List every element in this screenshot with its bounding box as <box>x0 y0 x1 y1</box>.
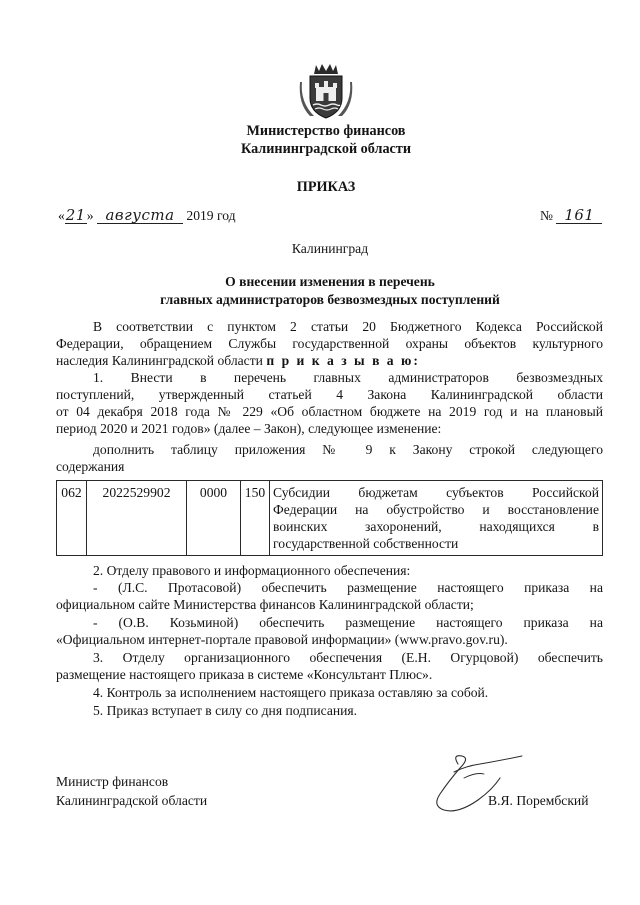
coat-of-arms-icon <box>298 62 354 120</box>
ministry-name-line1: Министерство финансов <box>246 123 406 139</box>
preamble-decree-word: п р и к а з ы в а ю: <box>266 353 420 368</box>
point-1-line: дополнить таблицу приложения № 9 к Закону строкой следующего <box>93 442 603 457</box>
date-day: 21 <box>65 206 86 224</box>
point-1-line: содержания <box>56 459 125 474</box>
income-table <box>56 480 603 556</box>
date-quote-open: « <box>58 208 65 223</box>
point-2-line: - (Л.С. Протасовой) обеспечить размещение настоящего приказа на <box>93 580 603 595</box>
point-2-line: официальном сайте Министерства финансов Калининградской области; <box>56 597 474 612</box>
preamble-text: наследия Калининградской области <box>56 353 263 368</box>
table-row <box>57 481 603 556</box>
point-1-line: от 04 декабря 2018 года № 229 «Об областном бюджете на 2019 год и на плановый <box>56 404 603 419</box>
description-line: государственной собственности <box>273 536 459 551</box>
point-5-line: 5. Приказ вступает в силу со дня подписания. <box>93 703 358 718</box>
date-month: августа <box>97 207 183 224</box>
point-2-line: «Официальном интернет-портале правовой информации» (www.pravo.gov.ru). <box>56 632 508 647</box>
description-line: воинских захоронений, находящихся в <box>273 519 599 534</box>
point-2-line: 2. Отделу правового и информационного обеспечения: <box>93 563 411 578</box>
preamble-line: В соответствии с пунктом 2 статьи 20 Бюджетного Кодекса Российской <box>93 319 603 334</box>
signatory-position-line1: Министр финансов <box>56 774 169 789</box>
ministry-name-line2: Калининградской области <box>240 141 411 157</box>
date-quote-close: » <box>86 208 94 223</box>
point-1-line: поступлений, утвержденный статьей 4 Закона Калининградской области <box>56 387 603 402</box>
number-value: 161 <box>556 207 602 224</box>
number-label: № <box>540 208 553 223</box>
date-year: 2019 год <box>186 208 236 223</box>
subtype-code-cell: 150 <box>241 481 270 556</box>
point-1-line: период 2020 и 2021 годов» (далее – Закон), следующее изменение: <box>56 421 442 436</box>
subject-line2: главных администраторов безвозмездных поступлений <box>160 292 500 307</box>
description-cell <box>270 481 603 556</box>
subject-line1: О внесении изменения в перечень <box>225 274 435 289</box>
description-line: Федерации на обустройство и восстановление <box>273 502 599 517</box>
signatory-position-line2: Калининградской области <box>56 793 208 808</box>
point-2-line: - (О.В. Козьминой) обеспечить размещение настоящего приказа на <box>93 615 603 630</box>
point-3-line: 3. Отделу организационного обеспечения (Е.Н. Огурцовой) обеспечить <box>93 650 603 665</box>
document-title: ПРИКАЗ <box>296 179 356 195</box>
income-code-cell: 2022529902 <box>87 481 187 556</box>
signatory-name: В.Я. Порембский <box>488 793 589 808</box>
city-name: Калининград <box>291 241 369 256</box>
preamble-line <box>56 352 603 369</box>
preamble-line: Федерации, обращением Службы государственной охраны объектов культурного <box>56 336 603 351</box>
admin-code-cell: 062 <box>57 481 87 556</box>
point-4-line: 4. Контроль за исполнением настоящего приказа оставляю за собой. <box>93 685 489 700</box>
program-code-cell: 0000 <box>187 481 241 556</box>
point-1-line: 1. Внести в перечень главных администраторов безвозмездных <box>93 370 603 385</box>
handwritten-signature-icon <box>418 748 528 814</box>
order-number <box>540 207 602 224</box>
point-3-line: размещение настоящего приказа в системе «Консультант Плюс». <box>56 667 433 682</box>
order-date <box>58 207 236 224</box>
description-line: Субсидии бюджетам субъектов Российской <box>273 485 599 500</box>
